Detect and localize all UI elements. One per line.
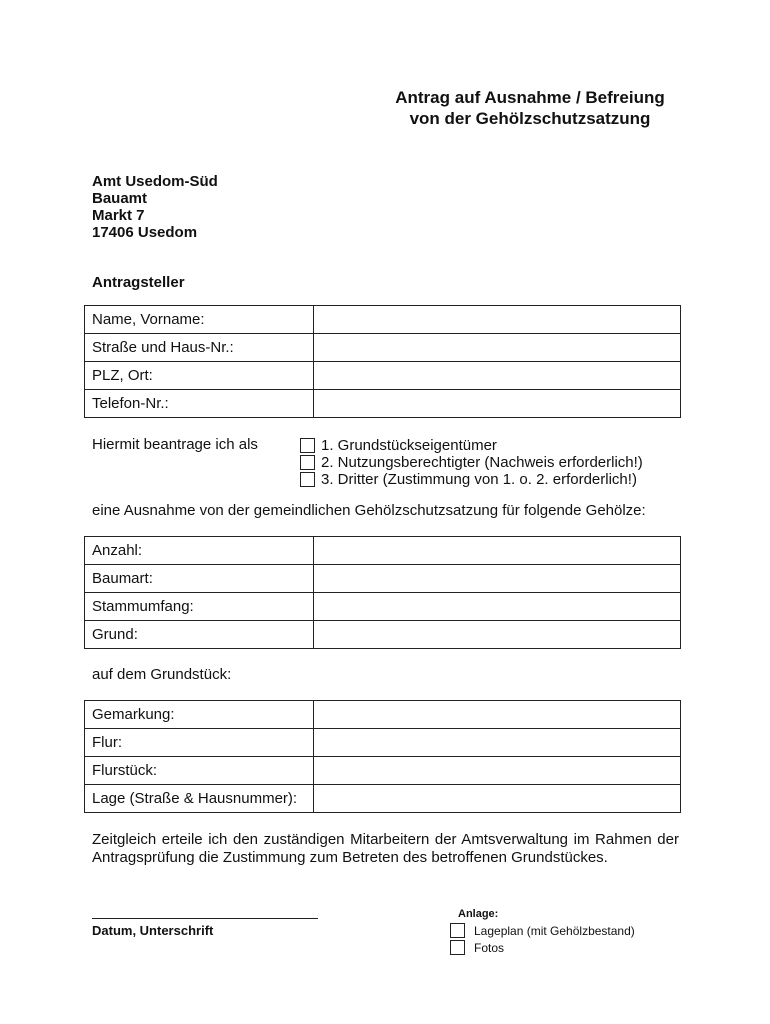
- user-checkbox[interactable]: [300, 455, 315, 470]
- field-label: Name, Vorname:: [85, 306, 314, 334]
- field-label: Straße und Haus-Nr.:: [85, 334, 314, 362]
- field-label: Stammumfang:: [85, 593, 314, 621]
- signature-line[interactable]: [92, 918, 318, 919]
- field-label: Anzahl:: [85, 537, 314, 565]
- table-row: [85, 334, 681, 362]
- parcel-table: [84, 700, 681, 813]
- request-intro: Hiermit beantrage ich als: [92, 436, 258, 453]
- applicant-heading: Antragsteller: [92, 274, 185, 291]
- address-line: Markt 7: [92, 207, 145, 224]
- table-row: [85, 701, 681, 729]
- table-row: [85, 306, 681, 334]
- table-row: [85, 537, 681, 565]
- table-row: [85, 565, 681, 593]
- field-label: Grund:: [85, 621, 314, 649]
- flur-field[interactable]: [314, 729, 681, 757]
- consent-paragraph: Zeitgleich erteile ich den zuständigen Mitarbeitern der Amtsverwaltung im Rahmen der Antragsprüfung die Zustimmung zum Betreten des betroffenen Grundstückes.: [92, 831, 679, 866]
- table-row: [85, 729, 681, 757]
- reason-field[interactable]: [314, 621, 681, 649]
- attachment-item: [450, 939, 635, 956]
- table-row: [85, 757, 681, 785]
- applicant-role-options: [300, 437, 643, 488]
- address-line: Bauamt: [92, 190, 148, 207]
- count-field[interactable]: [314, 537, 681, 565]
- attachment-label: Fotos: [474, 940, 505, 955]
- address-line: Amt Usedom-Süd: [92, 173, 218, 190]
- name-field[interactable]: [314, 306, 681, 334]
- parcel-number-field[interactable]: [314, 757, 681, 785]
- location-field[interactable]: [314, 785, 681, 813]
- attachments-title: Anlage:: [458, 908, 499, 920]
- trunk-circumference-field[interactable]: [314, 593, 681, 621]
- recipient-address: [92, 173, 218, 241]
- field-label: Flur:: [85, 729, 314, 757]
- site-plan-checkbox[interactable]: [450, 923, 465, 938]
- field-label: Lage (Straße & Hausnummer):: [85, 785, 314, 813]
- street-field[interactable]: [314, 334, 681, 362]
- owner-checkbox[interactable]: [300, 438, 315, 453]
- field-label: Flurstück:: [85, 757, 314, 785]
- applicant-table: [84, 305, 681, 418]
- table-row: [85, 785, 681, 813]
- document-title: [380, 87, 680, 129]
- role-option: [300, 437, 643, 454]
- table-row: [85, 390, 681, 418]
- field-label: Baumart:: [85, 565, 314, 593]
- zip-city-field[interactable]: [314, 362, 681, 390]
- field-label: Gemarkung:: [85, 701, 314, 729]
- trees-table: [84, 536, 681, 649]
- district-field[interactable]: [314, 701, 681, 729]
- option-label: 3. Dritter (Zustimmung von 1. o. 2. erforderlich!): [321, 471, 637, 488]
- third-party-checkbox[interactable]: [300, 472, 315, 487]
- attachment-item: [450, 922, 635, 939]
- role-option: [300, 471, 643, 488]
- field-label: Telefon-Nr.:: [85, 390, 314, 418]
- title-line-1: Antrag auf Ausnahme / Befreiung: [395, 88, 665, 107]
- species-field[interactable]: [314, 565, 681, 593]
- trees-intro: eine Ausnahme von der gemeindlichen Gehölzschutzsatzung für folgende Gehölze:: [92, 502, 646, 519]
- address-line: 17406 Usedom: [92, 224, 198, 241]
- attachments-list: [450, 922, 635, 956]
- table-row: [85, 593, 681, 621]
- option-label: 2. Nutzungsberechtigter (Nachweis erforderlich!): [321, 454, 643, 471]
- parcel-intro: auf dem Grundstück:: [92, 666, 232, 683]
- option-label: 1. Grundstückseigentümer: [321, 437, 497, 454]
- signature-label: Datum, Unterschrift: [92, 923, 214, 938]
- table-row: [85, 362, 681, 390]
- attachment-label: Lageplan (mit Gehölzbestand): [474, 923, 635, 938]
- photos-checkbox[interactable]: [450, 940, 465, 955]
- table-row: [85, 621, 681, 649]
- role-option: [300, 454, 643, 471]
- title-line-2: von der Gehölzschutzsatzung: [409, 109, 651, 128]
- field-label: PLZ, Ort:: [85, 362, 314, 390]
- phone-field[interactable]: [314, 390, 681, 418]
